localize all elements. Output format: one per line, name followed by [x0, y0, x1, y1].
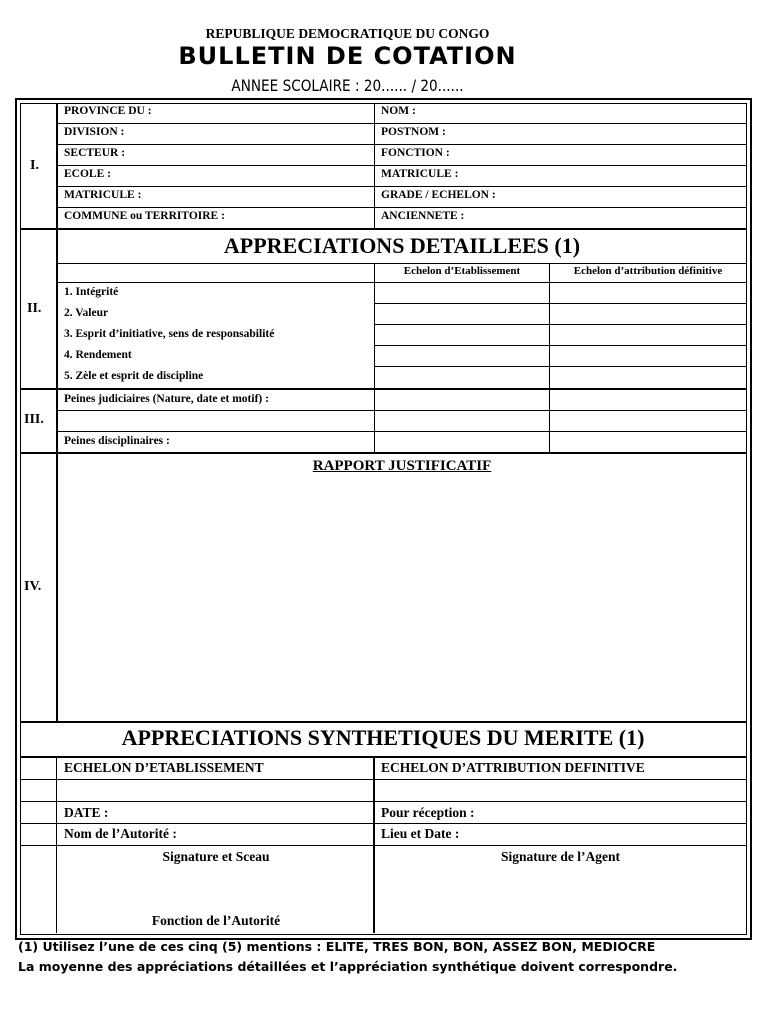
field-ecole: ECOLE :	[64, 168, 111, 180]
section-title-synthetic: APPRECIATIONS SYNTHETIQUES DU MERITE (1)	[121, 725, 645, 750]
synthetic-column-establishment: ECHELON D’ETABLISSEMENT	[64, 760, 264, 775]
authority-name-label: Nom de l’Autorité :	[64, 826, 177, 841]
field-postnom: POSTNOM :	[381, 126, 446, 138]
footnote-prefix: (1) Utilisez l’une de ces cinq (5) mentions :	[18, 939, 326, 954]
school-year: ANNEE SCOLAIRE : 20...... / 20......	[231, 76, 464, 95]
place-date-label: Lieu et Date :	[381, 826, 460, 841]
section-title-detailed: APPRECIATIONS DETAILLEES (1)	[223, 233, 581, 258]
criterion-integrity: 1. Intégrité	[64, 286, 119, 298]
field-province: PROVINCE DU :	[64, 105, 152, 117]
criterion-value: 2. Valeur	[64, 307, 109, 319]
column-header-definitive: Echelon d’attribution définitive	[573, 265, 723, 277]
section-numeral-2: II.	[27, 301, 42, 316]
criterion-performance: 4. Rendement	[64, 349, 132, 361]
reception-label: Pour réception :	[381, 805, 475, 820]
authority-function-label: Fonction de l’Autorité	[151, 913, 281, 928]
date-label: DATE :	[64, 805, 109, 820]
synthetic-column-definitive: ECHELON D’ATTRIBUTION DEFINITIVE	[381, 760, 645, 775]
judicial-penalties-label: Peines judiciaires (Nature, date et motif) :	[64, 393, 269, 405]
field-matricule-school: MATRICULE :	[64, 189, 142, 201]
agent-signature-label: Signature de l’Agent	[500, 849, 620, 864]
section-numeral-1: I.	[30, 158, 39, 173]
disciplinary-penalties-label: Peines disciplinaires :	[64, 435, 170, 447]
field-anciennete: ANCIENNETE :	[381, 210, 465, 222]
column-header-establishment: Echelon d’Etablissement	[403, 265, 521, 277]
justification-report-title: RAPPORT JUSTIFICATIF	[312, 458, 492, 474]
footnote-mention-list: ELITE, TRES BON, BON, ASSEZ BON, MEDIOCRE	[325, 939, 656, 954]
field-division: DIVISION :	[64, 126, 125, 138]
footnote-mentions	[18, 939, 655, 954]
justification-report-area[interactable]	[58, 480, 746, 720]
section-numeral-4: IV.	[24, 579, 42, 594]
criterion-discipline: 5. Zèle et esprit de discipline	[64, 370, 204, 382]
criterion-initiative: 3. Esprit d’initiative, sens de responsabilité	[64, 328, 275, 340]
field-secteur: SECTEUR :	[64, 147, 126, 159]
field-matricule-agent: MATRICULE :	[381, 168, 459, 180]
field-fonction: FONCTION :	[381, 147, 450, 159]
field-grade: GRADE / ECHELON :	[381, 189, 496, 201]
republic-heading: REPUBLIQUE DEMOCRATIQUE DU CONGO	[205, 26, 490, 41]
section-numeral-3: III.	[24, 412, 44, 427]
signature-seal-label: Signature et Sceau	[162, 849, 270, 864]
field-nom: NOM :	[381, 105, 416, 117]
field-commune: COMMUNE ou TERRITOIRE :	[64, 210, 225, 222]
footnote-average: La moyenne des appréciations détaillées et l’appréciation synthétique doivent correspondre.	[18, 959, 678, 974]
document-title: BULLETIN DE COTATION	[178, 42, 517, 70]
